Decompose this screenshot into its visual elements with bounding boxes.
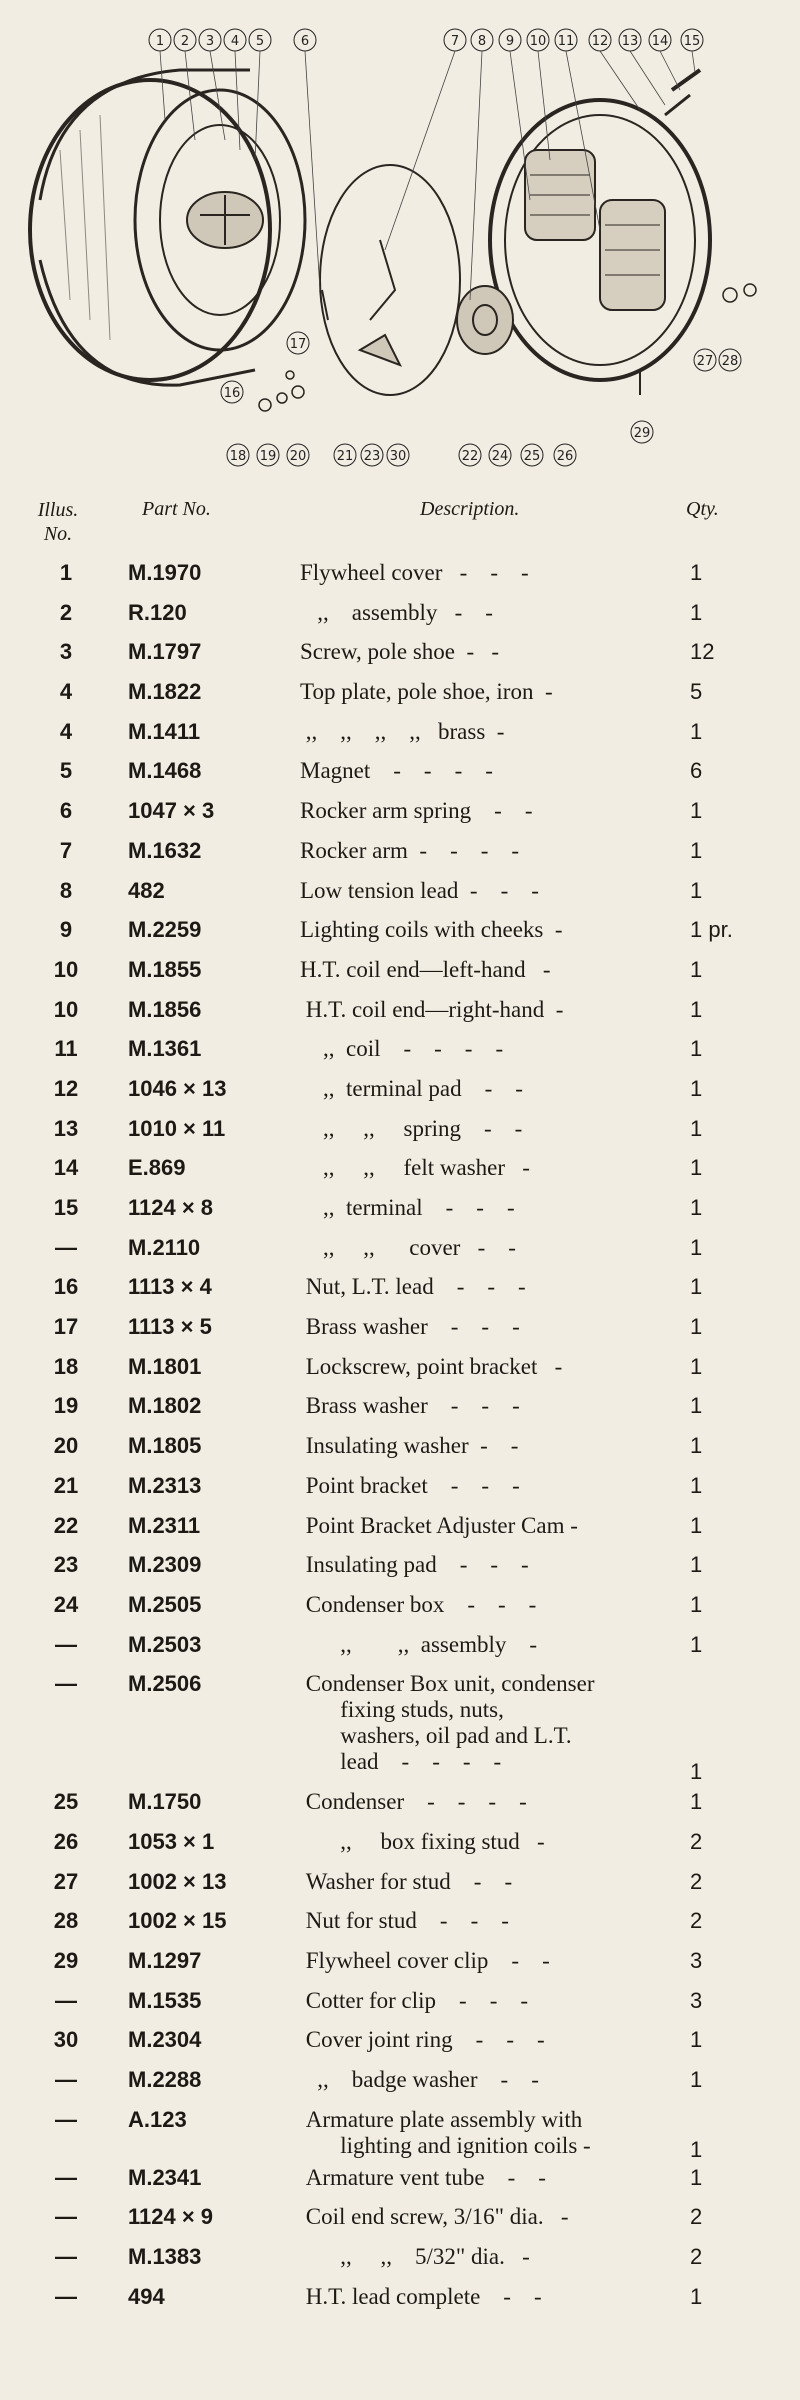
callout-5: 5 — [255, 34, 265, 49]
row-illus-no: — — [55, 2204, 77, 2230]
row-part-no: M.1297 — [128, 1948, 202, 1973]
callout-17: 17 — [289, 337, 307, 352]
row-illus-no: 9 — [59, 917, 73, 943]
row-illus-no: 29 — [53, 1948, 79, 1973]
row-qty: 1 — [690, 1393, 703, 1419]
callout-20: 20 — [289, 449, 307, 464]
row-illus-no: 4 — [59, 679, 73, 705]
parts-row — [0, 1869, 800, 1909]
parts-row — [0, 957, 800, 997]
callout-30: 30 — [389, 449, 407, 464]
row-part-no: M.2506 — [128, 1671, 202, 1697]
parts-row — [0, 1235, 800, 1275]
parts-row — [0, 639, 800, 679]
row-qty: 1 — [690, 2027, 703, 2053]
row-illus-no: — — [55, 2164, 77, 2190]
row-qty: 1 — [690, 1552, 703, 1578]
parts-row — [0, 1274, 800, 1314]
row-qty: 2 — [690, 2204, 703, 2230]
parts-row — [0, 1354, 800, 1394]
row-qty: 1 — [690, 1631, 703, 1657]
row-description: Top plate, pole shoe, iron - — [300, 679, 553, 705]
row-illus-no: 22 — [53, 1512, 79, 1538]
row-illus-no: — — [55, 2106, 77, 2132]
parts-row — [0, 1314, 800, 1354]
row-description: ,, terminal pad - - — [300, 1075, 523, 1101]
row-qty: 1 — [690, 996, 703, 1022]
row-description: Cover joint ring - - - — [300, 2027, 545, 2053]
parts-row — [0, 1473, 800, 1513]
row-qty: 1 — [690, 1314, 703, 1340]
row-illus-no: 16 — [53, 1274, 79, 1300]
row-qty: 5 — [690, 679, 703, 705]
row-part-no: M.1383 — [128, 2244, 202, 2270]
callout-18: 18 — [229, 449, 247, 464]
callout-29: 29 — [633, 426, 651, 441]
row-illus-no: — — [55, 1987, 77, 2013]
exploded-view-diagram — [0, 0, 800, 480]
row-illus-no: 20 — [53, 1433, 79, 1459]
row-description: H.T. coil end—right-hand - — [300, 996, 564, 1022]
row-part-no: 1113 × 4 — [128, 1274, 212, 1300]
row-part-no: 1046 × 13 — [128, 1075, 227, 1101]
row-qty: 1 — [690, 599, 703, 625]
rocker-and-ring-drawing — [320, 165, 460, 395]
row-part-no: 482 — [128, 877, 165, 903]
row-part-no: 1002 × 15 — [128, 1908, 227, 1934]
parts-row — [0, 719, 800, 759]
row-illus-no: 30 — [53, 2027, 79, 2053]
row-part-no: A.123 — [128, 2106, 187, 2132]
parts-row — [0, 878, 800, 918]
row-qty: 2 — [690, 1908, 703, 1934]
row-part-no: M.2309 — [128, 1552, 202, 1578]
callouts-top-left — [149, 29, 316, 51]
callout-24: 24 — [491, 449, 509, 464]
row-description: Armature plate assembly with lighting and ignition coils - — [305, 2106, 591, 2158]
header-illus-line2: No. — [43, 523, 73, 545]
parts-list — [0, 560, 800, 2324]
row-illus-no: 5 — [59, 758, 73, 784]
row-illus-no: 13 — [53, 1115, 79, 1141]
parts-row — [0, 1829, 800, 1869]
callout-23: 23 — [363, 449, 381, 464]
header-qty: Qty. — [686, 498, 719, 520]
callout-12: 12 — [591, 34, 609, 49]
row-illus-no: 1 — [59, 560, 73, 585]
row-description: Armature vent tube - - — [300, 2164, 546, 2190]
callout-1: 1 — [155, 34, 165, 49]
row-description: Condenser Box unit, condenser fixing studs, nuts, washers, oil pad and L.T. lead - - - - — [305, 1671, 595, 1775]
row-description: Condenser - - - - — [300, 1789, 527, 1815]
callout-10: 10 — [529, 34, 547, 49]
parts-row — [0, 1036, 800, 1076]
row-qty: 1 — [690, 877, 703, 903]
row-illus-no: 18 — [53, 1353, 79, 1379]
parts-row — [0, 798, 800, 838]
row-qty: 1 — [690, 837, 703, 863]
row-illus-no: 11 — [54, 1036, 78, 1062]
row-description: H.T. coil end—left-hand - — [300, 956, 551, 982]
row-description: ,, badge washer - - — [300, 2067, 539, 2093]
row-description: ,, ,, assembly - — [300, 1631, 538, 1657]
row-description: Insulating washer - - — [300, 1433, 519, 1459]
row-description: H.T. lead complete - - — [300, 2283, 542, 2309]
row-part-no: M.1632 — [128, 837, 202, 863]
row-part-no: M.1822 — [128, 679, 202, 705]
row-illus-no: 27 — [53, 1868, 79, 1894]
parts-row — [0, 1155, 800, 1195]
row-description: Magnet - - - - — [300, 758, 493, 784]
parts-row — [0, 1592, 800, 1632]
row-part-no: M.2505 — [128, 1591, 202, 1617]
callouts-top-right — [444, 29, 703, 51]
row-qty: 1 — [690, 1759, 703, 1785]
row-description: Point Bracket Adjuster Cam - — [300, 1512, 578, 1538]
row-illus-no: 25 — [53, 1789, 79, 1815]
parts-row — [0, 997, 800, 1037]
row-qty: 2 — [690, 1868, 703, 1894]
row-illus-no: — — [55, 1234, 77, 1260]
row-part-no: M.2503 — [128, 1631, 202, 1657]
callout-26: 26 — [556, 449, 574, 464]
row-description: Rocker arm - - - - — [300, 837, 520, 863]
row-part-no: M.1805 — [128, 1433, 202, 1459]
row-part-no: M.1750 — [128, 1789, 202, 1815]
parts-row — [0, 838, 800, 878]
row-qty: 1 — [690, 1036, 703, 1062]
parts-row — [0, 2107, 800, 2165]
row-part-no: M.2259 — [128, 917, 202, 943]
row-part-no: M.1970 — [128, 560, 202, 585]
row-illus-no: 6 — [59, 798, 73, 824]
parts-row — [0, 560, 800, 600]
parts-row — [0, 1116, 800, 1156]
row-illus-no: 3 — [59, 639, 73, 665]
callout-27: 27 — [696, 354, 714, 369]
header-part-no: Part No. — [142, 498, 211, 520]
parts-row — [0, 1789, 800, 1829]
row-part-no: 1010 × 11 — [128, 1115, 226, 1141]
row-part-no: 1047 × 3 — [128, 798, 215, 824]
row-illus-no: — — [55, 2283, 77, 2309]
header-illus — [28, 498, 88, 546]
parts-row — [0, 1632, 800, 1672]
row-description: Point bracket - - - — [300, 1472, 520, 1498]
row-qty: 1 — [690, 798, 703, 824]
row-description: Rocker arm spring - - — [300, 798, 533, 824]
callout-16: 16 — [223, 386, 241, 401]
row-illus-no: — — [55, 2067, 77, 2093]
row-qty: 1 — [690, 1789, 703, 1815]
row-qty: 1 — [690, 2136, 703, 2162]
row-description: Condenser box - - - — [300, 1591, 537, 1617]
callout-8: 8 — [477, 34, 487, 49]
parts-row — [0, 758, 800, 798]
row-description: ,, ,, 5/32" dia. - — [300, 2244, 530, 2270]
row-qty: 2 — [690, 1828, 703, 1854]
row-description: Insulating pad - - - — [300, 1552, 529, 1578]
callout-7: 7 — [450, 34, 460, 49]
row-qty: 1 — [690, 1155, 703, 1181]
parts-row — [0, 2067, 800, 2107]
callout-14: 14 — [651, 34, 669, 49]
row-illus-no: 24 — [53, 1591, 79, 1617]
row-description: Screw, pole shoe - - — [300, 639, 500, 665]
row-description: ,, assembly - - — [300, 599, 493, 625]
row-part-no: M.2341 — [128, 2164, 202, 2190]
row-part-no: M.1361 — [128, 1036, 202, 1062]
row-qty: 1 pr. — [690, 917, 733, 943]
row-qty: 1 — [690, 2283, 703, 2309]
parts-row — [0, 2027, 800, 2067]
callout-13: 13 — [621, 34, 639, 49]
row-description: ,, ,, cover - - — [300, 1234, 516, 1260]
row-qty: 12 — [690, 639, 715, 665]
row-qty: 1 — [690, 718, 703, 744]
row-part-no: M.1856 — [128, 996, 202, 1022]
row-description: ,, ,, ,, ,, brass - — [300, 718, 505, 744]
row-description: Brass washer - - - — [300, 1314, 520, 1340]
row-part-no: 1002 × 13 — [128, 1868, 227, 1894]
row-qty: 1 — [690, 1115, 703, 1141]
parts-row — [0, 1988, 800, 2028]
row-illus-no: 17 — [53, 1314, 79, 1340]
row-part-no: 1113 × 5 — [128, 1314, 212, 1340]
parts-row — [0, 1671, 800, 1789]
row-part-no: M.1468 — [128, 758, 202, 784]
parts-row — [0, 1195, 800, 1235]
parts-row — [0, 1948, 800, 1988]
callout-11: 11 — [557, 34, 575, 49]
parts-row — [0, 600, 800, 640]
row-part-no: M.1801 — [128, 1353, 202, 1379]
callout-4: 4 — [230, 34, 240, 49]
row-part-no: 494 — [128, 2283, 165, 2309]
parts-row — [0, 1552, 800, 1592]
row-qty: 1 — [690, 1472, 703, 1498]
parts-row — [0, 1513, 800, 1553]
row-qty: 1 — [690, 1512, 703, 1538]
parts-row — [0, 1076, 800, 1116]
row-qty: 1 — [690, 2067, 703, 2093]
parts-row — [0, 1393, 800, 1433]
row-description: ,, coil - - - - — [300, 1036, 504, 1062]
row-illus-no: 26 — [53, 1828, 79, 1854]
row-description: Flywheel cover clip - - — [300, 1948, 550, 1973]
callout-21: 21 — [336, 449, 354, 464]
row-part-no: M.1802 — [128, 1393, 202, 1419]
row-illus-no: 8 — [59, 877, 73, 903]
parts-row — [0, 2284, 800, 2324]
row-qty: 3 — [690, 1948, 703, 1973]
row-illus-no: 10 — [53, 996, 79, 1022]
row-illus-no: 7 — [59, 837, 73, 863]
row-qty: 1 — [690, 1591, 703, 1617]
row-illus-no: — — [55, 2244, 77, 2270]
row-illus-no: 10 — [53, 956, 79, 982]
row-illus-no: 4 — [59, 718, 73, 744]
row-illus-no: 19 — [53, 1393, 79, 1419]
row-description: ,, ,, spring - - — [300, 1115, 523, 1141]
row-qty: 3 — [690, 1987, 703, 2013]
row-part-no: 1124 × 9 — [128, 2204, 214, 2230]
parts-row — [0, 917, 800, 957]
row-description: Coil end screw, 3/16" dia. - — [300, 2204, 569, 2230]
row-part-no: M.2313 — [128, 1472, 202, 1498]
row-illus-no: — — [55, 1671, 77, 1697]
row-part-no: M.1411 — [128, 718, 201, 744]
row-part-no: M.1797 — [128, 639, 202, 665]
parts-row — [0, 2165, 800, 2205]
callout-6: 6 — [300, 34, 310, 49]
row-description: Nut, L.T. lead - - - — [300, 1274, 526, 1300]
row-qty: 6 — [690, 758, 703, 784]
row-illus-no: 15 — [53, 1195, 79, 1220]
callout-22: 22 — [461, 449, 479, 464]
row-description: Washer for stud - - — [300, 1868, 513, 1894]
row-qty: 1 — [690, 1195, 703, 1220]
callout-9: 9 — [505, 34, 515, 49]
row-qty: 1 — [690, 1075, 703, 1101]
row-part-no: M.2288 — [128, 2067, 202, 2093]
row-part-no: M.1855 — [128, 956, 202, 982]
row-description: Lighting coils with cheeks - — [300, 917, 563, 943]
row-description: Nut for stud - - - — [300, 1908, 509, 1934]
row-part-no: 1124 × 8 — [128, 1195, 214, 1220]
row-illus-no: 14 — [53, 1155, 79, 1181]
row-description: Low tension lead - - - — [300, 877, 539, 903]
row-description: Cotter for clip - - - — [300, 1987, 529, 2013]
callout-28: 28 — [721, 354, 739, 369]
row-qty: 1 — [690, 1433, 703, 1459]
row-illus-no: 12 — [53, 1075, 79, 1101]
row-qty: 1 — [690, 956, 703, 982]
parts-row — [0, 1433, 800, 1473]
callout-3: 3 — [205, 34, 215, 49]
parts-row — [0, 2244, 800, 2284]
row-illus-no: 21 — [53, 1472, 79, 1498]
row-description: Brass washer - - - — [300, 1393, 520, 1419]
row-description: Lockscrew, point bracket - — [300, 1353, 563, 1379]
callout-19: 19 — [259, 449, 277, 464]
row-qty: 1 — [690, 1353, 703, 1379]
armature-plate-drawing — [457, 70, 710, 395]
row-illus-no: 2 — [59, 599, 73, 625]
row-qty: 1 — [690, 2164, 703, 2190]
diagram-svg — [0, 0, 800, 480]
row-part-no: M.2311 — [128, 1512, 201, 1538]
parts-row — [0, 679, 800, 719]
row-qty: 1 — [690, 1234, 703, 1260]
row-part-no: R.120 — [128, 599, 187, 625]
row-part-no: M.1535 — [128, 1987, 202, 2013]
callout-25: 25 — [523, 449, 541, 464]
callout-15: 15 — [683, 34, 701, 49]
parts-table-header — [0, 498, 800, 560]
row-illus-no: 28 — [53, 1908, 79, 1934]
row-part-no: E.869 — [128, 1155, 186, 1181]
row-qty: 2 — [690, 2244, 703, 2270]
row-part-no: M.2110 — [128, 1234, 201, 1260]
row-description: Flywheel cover - - - — [300, 560, 529, 585]
parts-row — [0, 1908, 800, 1948]
row-illus-no: 23 — [53, 1552, 79, 1578]
row-description: ,, box fixing stud - — [300, 1828, 545, 1854]
row-illus-no: — — [55, 1631, 77, 1657]
row-part-no: 1053 × 1 — [128, 1828, 215, 1854]
header-illus-line1: Illus. — [37, 499, 79, 521]
row-qty: 1 — [690, 1274, 703, 1300]
row-qty: 1 — [690, 560, 703, 585]
callout-2: 2 — [180, 34, 190, 49]
header-description: Description. — [420, 498, 520, 520]
row-part-no: M.2304 — [128, 2027, 202, 2053]
parts-row — [0, 2204, 800, 2244]
row-description: ,, terminal - - - — [300, 1195, 515, 1220]
row-description: ,, ,, felt washer - — [300, 1155, 530, 1181]
flywheel-cover-drawing — [30, 70, 305, 385]
